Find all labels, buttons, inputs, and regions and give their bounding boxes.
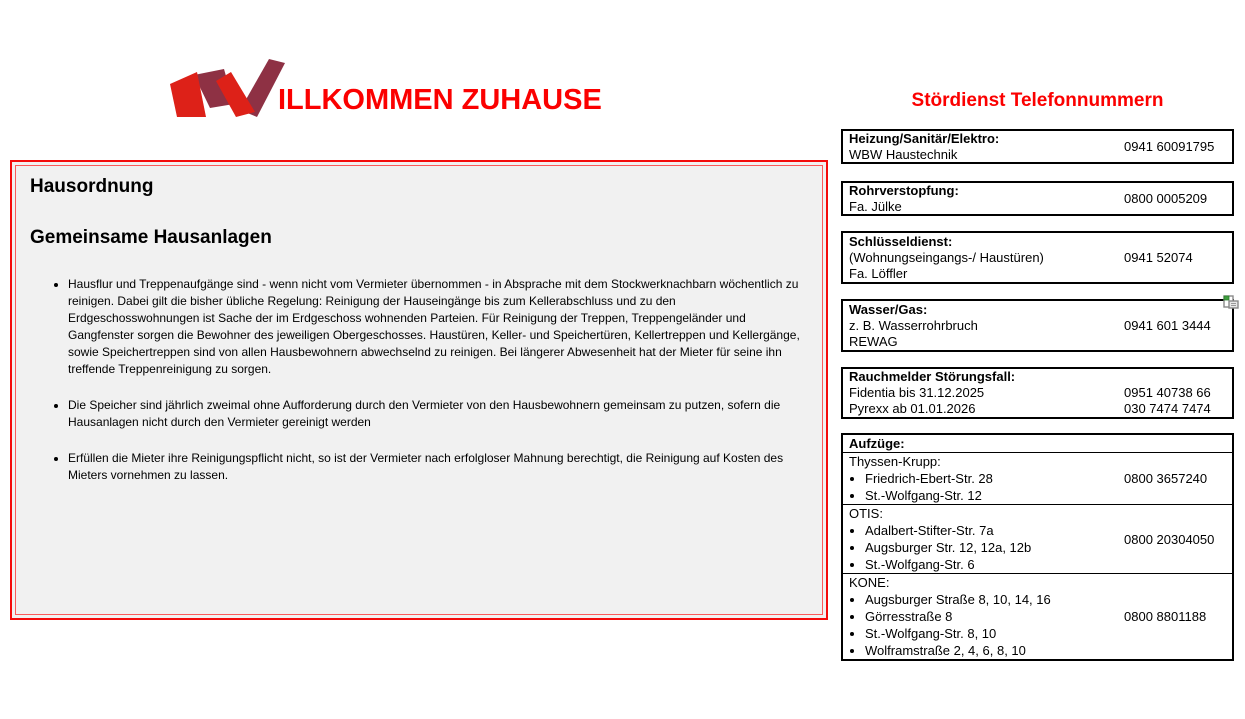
phone-number: 0800 0005209 <box>1124 190 1208 206</box>
paste-options-icon[interactable] <box>1221 292 1241 312</box>
phone-box-header: Wasser/Gas: <box>849 301 928 317</box>
phone-number: 0800 20304050 <box>1124 531 1215 547</box>
elevators-header: Aufzüge: <box>843 435 1232 453</box>
elevator-address: • Augsburger Str. 12, 12a, 12b <box>865 539 1118 556</box>
smoke-provider-label: Pyrexx ab 01.01.2026 <box>849 401 976 416</box>
phone-box-pipe-blockage <box>841 181 1234 216</box>
phone-box-header: Schlüsseldienst: <box>849 233 953 249</box>
phone-box-heating <box>841 129 1234 164</box>
house-rule-item: • Hausflur und Treppenaufgänge sind - wenn nicht vom Vermieter übernommen - in Absprache mit dem Stockwerknachbarn wöchentlich zu reinigen. Dabei gilt die bisher übliche Regelung: Reinigung der Hauseingänge bis zum Kellerabschluss und zu den Erdgeschosswohnungen ist Sache der im Erdgeschoss wohnenden Parteien. Für Reinigung der Treppen, Treppengeländer und Gangfenster sorgen die Bewohner des jeweiligen Obergeschosses. Haustüren, Keller- und Speichertüren, Kellertreppen und Kellergänge, sowie Speichertreppen sind von allen Hausbewohnern abwechselnd zu reinigen. Bei längerer Abwesenheit hat der Mieter für seine ihn treffende Treppenreinigung zu sorgen. <box>68 276 808 378</box>
phone-number: 0800 8801188 <box>1124 609 1207 624</box>
phone-number: 0941 60091795 <box>1124 138 1215 154</box>
phone-box-company: REWAG <box>849 333 898 349</box>
house-rule-item: • Die Speicher sind jährlich zweimal ohne Aufforderung durch den Vermieter von den Hausbewohnern gemeinsam zu putzen, sofern die Hausanlagen nicht durch den Vermieter gereinigt werden <box>68 397 808 431</box>
house-rules-title: Hausordnung <box>30 176 154 197</box>
phone-number: 0800 3657240 <box>1124 471 1208 486</box>
phone-box-smoke-detector <box>841 367 1234 419</box>
elevator-address: • Görresstraße 8 <box>865 608 1118 625</box>
logo <box>166 58 602 118</box>
elevator-company: Thyssen-Krupp: <box>849 454 941 469</box>
phone-box-locksmith <box>841 231 1234 284</box>
elevator-address: • St.-Wolfgang-Str. 6 <box>865 556 1118 573</box>
house-rules-subtitle: Gemeinsame Hausanlagen <box>30 227 272 248</box>
elevator-section-otis <box>843 505 1232 574</box>
phone-box-note: z. B. Wasserrohrbruch <box>849 317 978 333</box>
elevator-company: OTIS: <box>849 506 883 521</box>
elevator-address: • St.-Wolfgang-Str. 8, 10 <box>865 625 1118 642</box>
smoke-provider-label: Fidentia bis 31.12.2025 <box>849 385 985 400</box>
phone-box-company: WBW Haustechnik <box>849 146 958 162</box>
house-rules-inner-border <box>15 165 823 615</box>
phone-box-company: Fa. Löffler <box>849 265 908 281</box>
elevator-address-list <box>849 470 1118 504</box>
phone-box-water-gas <box>841 299 1234 352</box>
elevator-section-kone <box>843 574 1232 659</box>
elevator-section-thyssen <box>843 453 1232 505</box>
house-rules-panel <box>10 160 828 620</box>
elevator-company: KONE: <box>849 575 890 590</box>
phone-number: 0951 40738 66 <box>1124 385 1211 400</box>
elevator-address-list <box>849 522 1118 573</box>
elevator-address: • St.-Wolfgang-Str. 12 <box>865 487 1118 504</box>
phone-number: 030 7474 7474 <box>1124 401 1211 416</box>
elevator-address-list <box>849 591 1118 659</box>
phone-box-company: Fa. Jülke <box>849 198 902 214</box>
emergency-panel-title: Stördienst Telefonnummern <box>911 90 1164 111</box>
house-rules-list <box>30 276 808 484</box>
elevator-address: • Adalbert-Stifter-Str. 7a <box>865 522 1118 539</box>
phone-box-header: Heizung/Sanitär/Elektro: <box>849 130 1000 146</box>
elevator-address: • Augsburger Straße 8, 10, 14, 16 <box>865 591 1118 608</box>
phone-number: 0941 52074 <box>1124 249 1193 265</box>
phone-box-header: Rauchmelder Störungsfall: <box>849 369 1016 384</box>
elevator-address: • Wolframstraße 2, 4, 6, 8, 10 <box>865 642 1118 659</box>
phone-box-elevators <box>841 433 1234 661</box>
phone-box-header: Rohrverstopfung: <box>849 182 959 198</box>
elevator-address: • Friedrich-Ebert-Str. 28 <box>865 470 1118 487</box>
logo-text: ILLKOMMEN ZUHAUSE <box>278 84 602 116</box>
phone-box-note: (Wohnungseingangs-/ Haustüren) <box>849 249 1044 265</box>
phone-number: 0941 601 3444 <box>1124 317 1211 333</box>
house-rule-item: • Erfüllen die Mieter ihre Reinigungspflicht nicht, so ist der Vermieter nach erfolgloser Mahnung berechtigt, die Reinigung auf Kosten des Mieters vornehmen zu lassen. <box>68 450 808 484</box>
